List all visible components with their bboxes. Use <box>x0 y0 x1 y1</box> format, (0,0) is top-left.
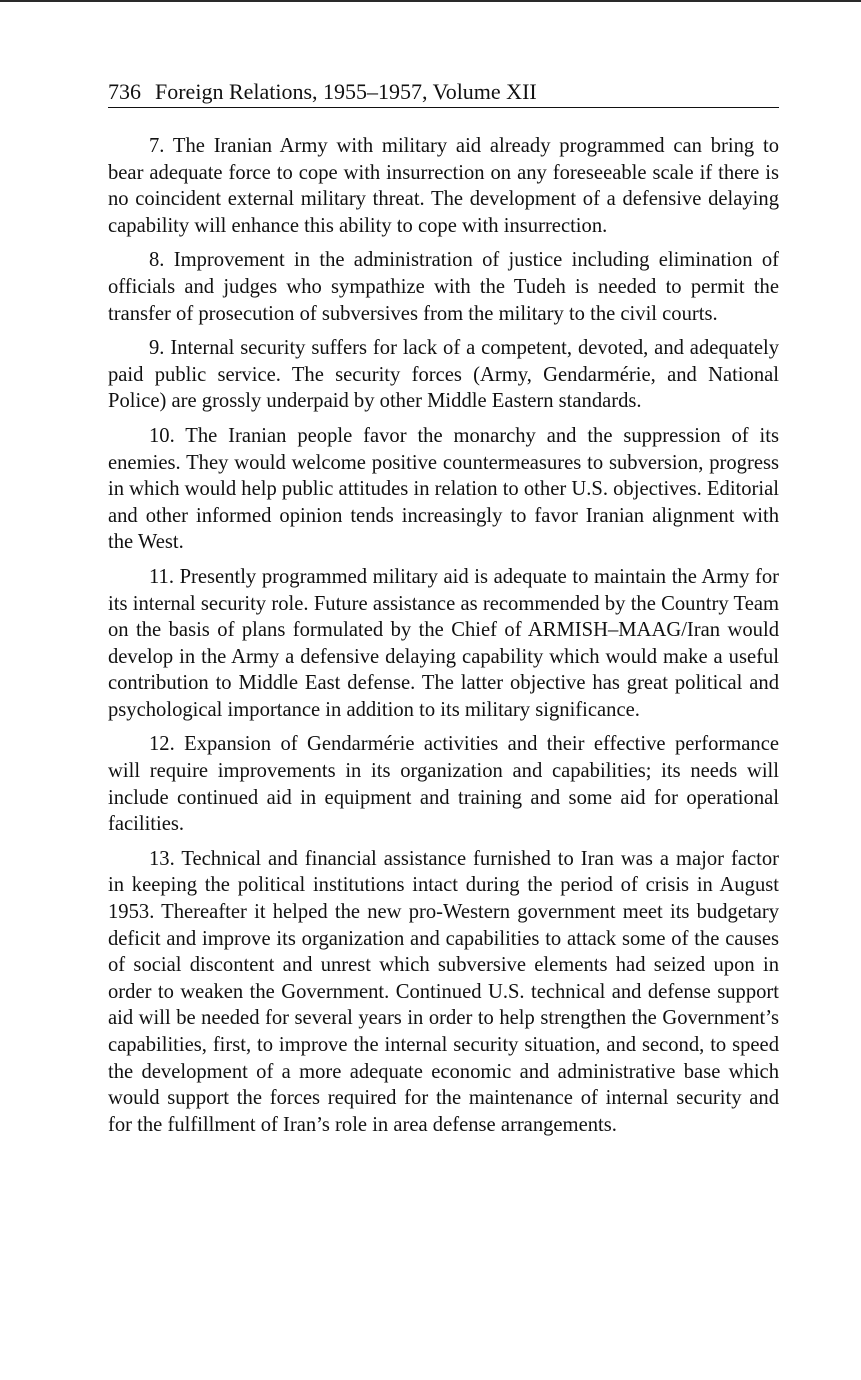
scan-top-border <box>0 0 861 2</box>
paragraph-11: 11. Presently programmed military aid is adequate to maintain the Army for its internal security role. Future assistance as recommended by the Country Team on the basis of plans formulated by the Chief of ARMISH–MAAG/Iran would develop in the Army a defensive delaying capability which would make a useful contribution to Middle East defense. The latter objective has great political and psychological importance in addition to its military significance. <box>108 565 779 721</box>
paragraph-12: 12. Expansion of Gendarmérie activities and their effective performance will require improvements in its organization and capabilities; its needs will include continued aid in equipment and training and some aid for operational facilities. <box>108 733 779 836</box>
running-header <box>108 78 779 108</box>
document-page <box>108 78 779 1146</box>
paragraph-13: 13. Technical and financial assistance furnished to Iran was a major factor in keeping the political institutions intact during the period of crisis in August 1953. Thereafter it helped the new pro-Western government meet its budgetary deficit and improve its organization and capabilities to attack some of the causes of social discontent and unrest which subversive elements had seized upon in order to weaken the Government. Continued U.S. technical and defense support aid will be needed for several years in order to help strengthen the Government’s capabilities, first, to improve the internal security situation, and second, to speed the development of a more adequate economic and administrative base which would support the forces required for the maintenance of internal security and for the fulfillment of Iran’s role in area defense arrangements. <box>108 847 779 1136</box>
document-body <box>108 133 779 1138</box>
paragraph-7: 7. The Iranian Army with military aid already programmed can bring to bear adequate force to cope with insurrection on any foreseeable scale if there is no coincident external military threat. The development of a defensive delaying capability will enhance this ability to cope with insurrection. <box>108 135 779 237</box>
paragraph-10: 10. The Iranian people favor the monarchy and the suppression of its enemies. They would welcome positive countermeasures to subversion, progress in which would help public attitudes in relation to other U.S. objectives. Editorial and other informed opinion tends increasingly to favor Iranian alignment with the West. <box>108 424 779 554</box>
header-title: Foreign Relations, 1955–1957, Volume XII <box>155 79 537 104</box>
paragraph-9: 9. Internal security suffers for lack of a competent, devoted, and adequately paid public service. The security forces (Army, Gendarmérie, and National Police) are grossly underpaid by other Middle Eastern standards. <box>108 337 779 413</box>
page-number: 736 <box>108 79 141 104</box>
paragraph-8: 8. Improvement in the administration of justice including elimination of officials and judges who sympathize with the Tudeh is needed to permit the transfer of prosecution of subversives from the military to the civil courts. <box>108 249 779 325</box>
